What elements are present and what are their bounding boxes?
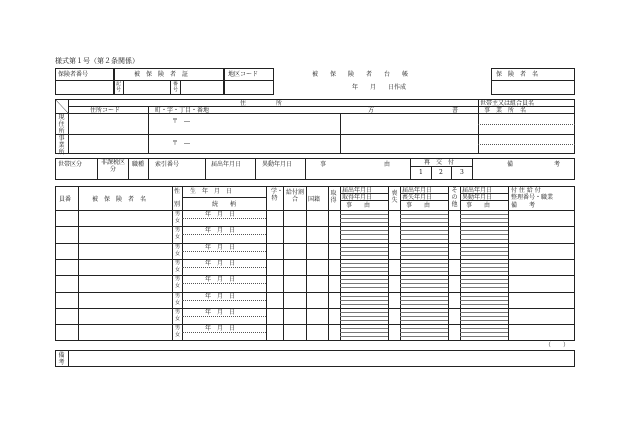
reissue-1: 1: [419, 169, 423, 176]
birth-date: 年 月 日: [205, 293, 236, 300]
col-benefit: 給付割合: [286, 189, 305, 203]
remark-box: [55, 350, 575, 367]
insurer-name-label: 保 険 者 名: [496, 71, 539, 78]
sex-male: 男: [175, 244, 181, 250]
col-loss-reason: 事 由: [406, 202, 431, 209]
col-birth: 生 年 月 日: [190, 188, 233, 195]
sex-male: 男: [175, 309, 181, 315]
household-head-label: 世帯主又は組合員名: [480, 100, 535, 107]
nontax-label: 非課税区分: [100, 159, 125, 173]
current-address-label: 現住所: [58, 114, 65, 135]
sex-male: 男: [175, 211, 181, 217]
number-col-label: 書: [452, 107, 459, 114]
sex-male: 男: [175, 276, 181, 282]
office-address-label: 事業所: [58, 135, 65, 156]
col-pay: 付 住 給 付: [511, 187, 541, 194]
reported-label: 届出年月日: [211, 161, 242, 168]
reason-b-label: 由: [384, 161, 391, 168]
remark-b-label: 考: [554, 161, 561, 168]
address-heading: 住 所: [240, 100, 283, 107]
index-no-label: 索引番号: [155, 161, 180, 168]
col-student: 学・特: [271, 188, 284, 202]
col-acq-date1: 届出年月日: [342, 187, 373, 194]
birth-date: 年 月 日: [205, 325, 236, 332]
form-title: 様式第１号（第２条関係）: [55, 57, 139, 65]
col-pay2: 整理番号・職業: [511, 194, 554, 201]
ledger-title: 被 保 険 者 台 帳: [312, 71, 409, 78]
sex-female: 女: [175, 300, 181, 306]
insured-card-label: 被 保 険 者 証: [134, 71, 189, 78]
sex-female: 女: [175, 283, 181, 289]
col-no: 員番: [59, 196, 72, 203]
sex-male: 男: [175, 325, 181, 331]
changed-label: 異動年月日: [262, 161, 293, 168]
postal-mark-1: 〒 ―: [172, 118, 191, 125]
birth-date: 年 月 日: [205, 227, 236, 234]
birth-date: 年 月 日: [205, 260, 236, 267]
col-sex-top: 性: [174, 188, 181, 195]
sex-male: 男: [175, 293, 181, 299]
created-date: 年 月 日作成: [352, 84, 407, 91]
col-relation: 続 柄: [212, 201, 237, 208]
remark-a-label: 備: [507, 161, 514, 168]
col-name: 被 保 険 者 名: [92, 196, 147, 203]
col-loss-date2: 喪失年月日: [402, 194, 433, 201]
col-lose: 喪失: [391, 190, 398, 204]
reason-a-label: 事: [320, 161, 327, 168]
sex-female: 女: [175, 234, 181, 240]
col-loss-date1: 届出年月日: [402, 187, 433, 194]
birth-date: 年 月 日: [205, 244, 236, 251]
col-acq-date2: 取得年月日: [342, 194, 373, 201]
type-label: 職種: [132, 161, 145, 168]
district-label: 地区コード: [228, 71, 259, 78]
sex-female: 女: [175, 218, 181, 224]
col-oth-reason: 事 由: [466, 202, 491, 209]
birth-date: 年 月 日: [205, 276, 236, 283]
sex-male: 男: [175, 260, 181, 266]
col-acq-reason: 事 由: [346, 202, 371, 209]
birth-date: 年 月 日: [205, 309, 236, 316]
col-other: その他: [451, 187, 458, 208]
col-nation: 国籍: [308, 196, 321, 203]
sex-female: 女: [175, 251, 181, 257]
col-oth-date2: 異動年月日: [462, 194, 493, 201]
col-acquire: 取得: [330, 190, 337, 204]
number-label: 番号: [172, 81, 178, 93]
symbol-label: 記号: [115, 81, 121, 93]
reissue-2: 2: [439, 169, 443, 176]
direction-label: 方: [368, 107, 375, 114]
office-name-label: 事 業 所 名: [484, 107, 527, 114]
postal-mark-2: 〒 ―: [172, 140, 191, 147]
reissue-label: 再 交 付: [424, 159, 455, 166]
sex-male: 男: [175, 227, 181, 233]
sex-female: 女: [175, 267, 181, 273]
reissue-3: 3: [460, 169, 464, 176]
town-label: 町・字・丁目・番地: [155, 107, 210, 114]
remark-label: 備考: [58, 352, 65, 366]
corner-diagonal: [55, 99, 68, 113]
col-sex-bottom: 別: [174, 201, 181, 208]
sex-female: 女: [175, 332, 181, 338]
footer-paren: （ ）: [545, 342, 570, 349]
postal-code-label: 住所コード: [90, 107, 121, 114]
household-kind-label: 世帯区分: [58, 161, 83, 168]
sex-female: 女: [175, 316, 181, 322]
col-pay3: 備 考: [511, 202, 536, 209]
insurer-no-label: 保険者番号: [58, 71, 89, 78]
birth-date: 年 月 日: [205, 211, 236, 218]
col-oth-date1: 届出年月日: [462, 187, 493, 194]
